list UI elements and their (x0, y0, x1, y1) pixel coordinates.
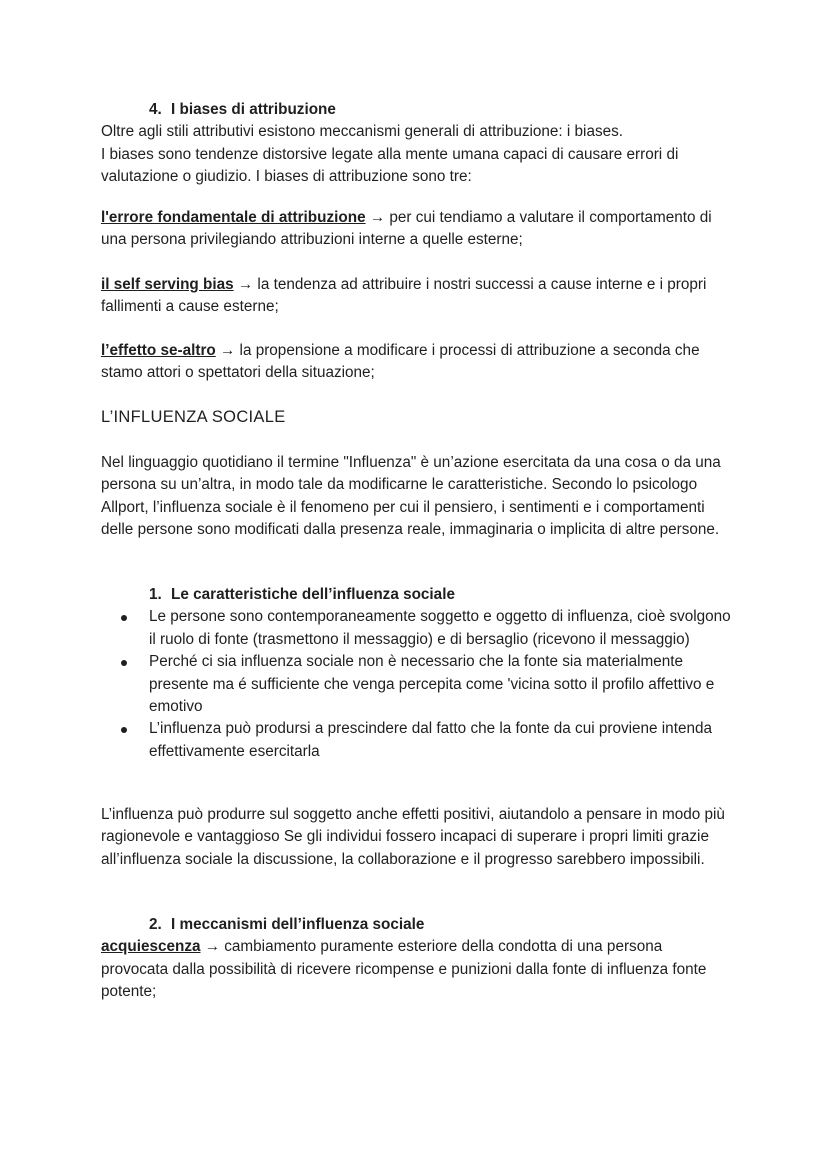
bias-item: l’effetto se-altro → la propensione a modificare i processi di attribuzione a seconda che stamo attori o spettatori della situazione; (101, 342, 700, 382)
chapter-title: L’INFLUENZA SOCIALE (101, 408, 286, 426)
bullet-list (101, 606, 731, 763)
term: acquiescenza (101, 938, 201, 956)
paragraph: I biases sono tendenze distorsive legate alla mente umana capaci di causare errori di valutazione o giudizio. I biases di attribuzione sono tre: (101, 145, 679, 186)
mechanisms-section: 2. I meccanismi dell’influenza sociale acquiescenza → cambiamento puramente esteriore della condotta di una persona provocata dalla possibilità di ricevere ricompense e punizioni dalla fonte di influenza fonte potente; (101, 914, 731, 1004)
characteristics-section (101, 584, 731, 763)
section-heading: 4. I biases di attribuzione (149, 101, 336, 118)
term: l’effetto se-altro (101, 342, 216, 359)
section-heading: 2. I meccanismi dell’influenza sociale (149, 916, 425, 933)
paragraph: Oltre agli stili attributivi esistono meccanismi generali di attribuzione: i biases. (101, 123, 624, 141)
term: il self serving bias (101, 276, 234, 293)
paragraph: Nel linguaggio quotidiano il termine "Influenza" è un’azione esercitata da una cosa o da una persona su un’altra, in modo tale da modificarne le caratteristiche. Secondo lo psicologo Allport, l’influenza sociale è il fenomeno per cui il pensiero, i sentimenti e i comportamenti delle persone sono modificati dalla presenza reale, immaginaria o implicita di altre persone. (101, 454, 721, 539)
term: l'errore fondamentale di attribuzione (101, 209, 366, 226)
section-heading: 1. Le caratteristiche dell’influenza sociale (149, 586, 455, 603)
bias-item: il self serving bias → la tendenza ad attribuire i nostri successi a cause interne e i propri fallimenti a cause esterne; (101, 276, 707, 316)
list-item: Le persone sono contemporaneamente soggetto e oggetto di influenza, cioè svolgono il ruolo di fonte (trasmettono il messaggio) e di bersaglio (ricevono il messaggio) (101, 606, 731, 651)
biases-section (101, 99, 731, 189)
list-item: L’influenza può prodursi a prescindere dal fatto che la fonte da cui proviene intenda effettivamente esercitarla (101, 718, 731, 763)
list-item: Perché ci sia influenza sociale non è necessario che la fonte sia materialmente presente ma é sufficiente che venga percepita come 'vicina sotto il profilo affettivo e emotivo (101, 651, 731, 718)
paragraph: L’influenza può produrre sul soggetto anche effetti positivi, aiutandolo a pensare in modo più ragionevole e vantaggioso Se gli individui fossero incapaci di superare i propri limiti grazie all’influenza sociale la discussione, la collaborazione e il progresso sarebbero impossibili. (101, 806, 725, 868)
bias-item: l'errore fondamentale di attribuzione → per cui tendiamo a valutare il comportamento di una persona privilegiando attribuzioni interne a quelle esterne; (101, 209, 712, 249)
